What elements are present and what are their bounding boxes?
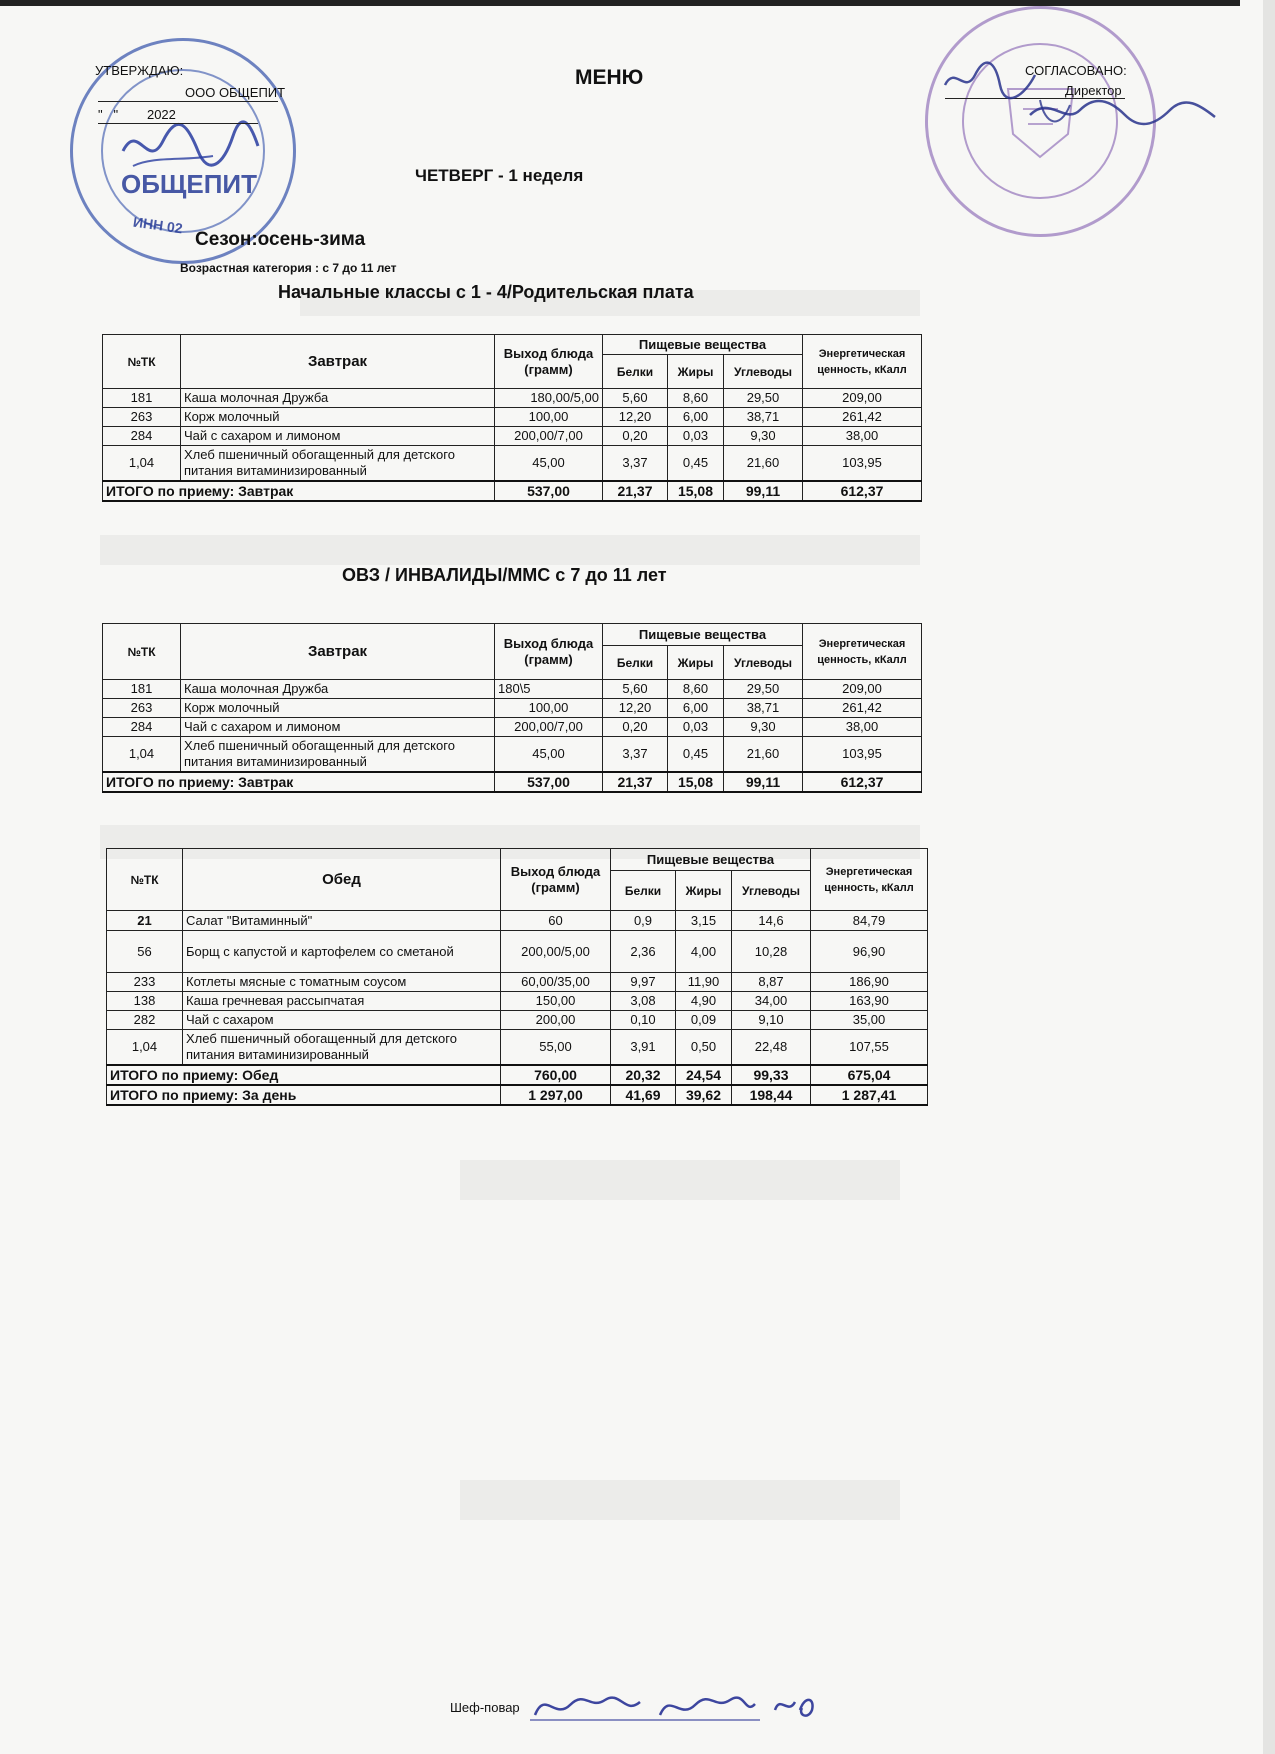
table-row <box>107 911 928 931</box>
table-row <box>107 973 928 992</box>
col-code-header: №ТК <box>107 849 183 911</box>
col-carbs-header: Углеводы <box>724 355 803 389</box>
col-fat-header: Жиры <box>668 646 724 680</box>
cell-dish: Каша молочная Дружба <box>181 389 495 408</box>
page-title: МЕНЮ <box>575 66 644 89</box>
cell-protein: 12,20 <box>603 408 668 427</box>
cell-carbs: 10,28 <box>732 931 811 973</box>
total-fat: 15,08 <box>668 481 724 501</box>
total-label: ИТОГО по приему: Завтрак <box>103 772 495 792</box>
day-total-carbs: 198,44 <box>732 1085 811 1105</box>
cell-yield: 60 <box>501 911 611 931</box>
table-row <box>103 427 922 446</box>
col-protein-header: Белки <box>603 646 668 680</box>
cell-dish: Хлеб пшеничный обогащенный для детского питания витаминизированный <box>181 737 495 773</box>
cell-fat: 0,03 <box>668 718 724 737</box>
cell-carbs: 9,10 <box>732 1011 811 1030</box>
cell-protein: 5,60 <box>603 389 668 408</box>
cell-code: 263 <box>103 699 181 718</box>
day-total-protein: 41,69 <box>611 1085 676 1105</box>
cell-dish: Чай с сахаром и лимоном <box>181 718 495 737</box>
col-yield-header: Выход блюда (грамм) <box>495 624 603 680</box>
meal-header: Завтрак <box>181 335 495 389</box>
cell-fat: 0,50 <box>676 1030 732 1066</box>
cell-yield: 200,00 <box>501 1011 611 1030</box>
cell-code: 181 <box>103 680 181 699</box>
cell-fat: 8,60 <box>668 389 724 408</box>
cell-dish: Хлеб пшеничный обогащенный для детского питания витаминизированный <box>181 446 495 482</box>
cell-energy: 261,42 <box>803 699 922 718</box>
col-fat-header: Жиры <box>668 355 724 389</box>
cell-energy: 107,55 <box>811 1030 928 1066</box>
cell-energy: 209,00 <box>803 389 922 408</box>
cell-yield: 100,00 <box>495 699 603 718</box>
table-row <box>103 680 922 699</box>
breakfast-table-primary <box>102 334 922 502</box>
col-nutrients-header: Пищевые вещества <box>603 335 803 355</box>
total-energy: 612,37 <box>803 481 922 501</box>
lunch-table-ovz <box>106 848 928 1106</box>
breakfast-table-ovz <box>102 623 922 793</box>
cell-dish: Котлеты мясные с томатным соусом <box>183 973 501 992</box>
cell-fat: 4,00 <box>676 931 732 973</box>
cell-dish: Хлеб пшеничный обогащенный для детского питания витаминизированный <box>183 1030 501 1066</box>
cell-code: 1,04 <box>103 446 181 482</box>
col-yield-header: Выход блюда (грамм) <box>495 335 603 389</box>
total-energy: 612,37 <box>803 772 922 792</box>
cell-yield: 60,00/35,00 <box>501 973 611 992</box>
cell-energy: 84,79 <box>811 911 928 931</box>
cell-fat: 8,60 <box>668 680 724 699</box>
cell-dish: Чай с сахаром и лимоном <box>181 427 495 446</box>
cell-fat: 4,90 <box>676 992 732 1011</box>
meal-header: Завтрак <box>181 624 495 680</box>
cell-yield: 55,00 <box>501 1030 611 1066</box>
table-row <box>103 718 922 737</box>
cell-code: 233 <box>107 973 183 992</box>
cell-protein: 3,37 <box>603 737 668 773</box>
col-carbs-header: Углеводы <box>732 871 811 911</box>
cell-protein: 3,91 <box>611 1030 676 1066</box>
cell-dish: Каша молочная Дружба <box>181 680 495 699</box>
total-yield: 537,00 <box>495 772 603 792</box>
approve-date-line <box>98 123 258 124</box>
cell-energy: 163,90 <box>811 992 928 1011</box>
cell-carbs: 34,00 <box>732 992 811 1011</box>
cell-yield: 100,00 <box>495 408 603 427</box>
cell-protein: 0,20 <box>603 427 668 446</box>
day-title: ЧЕТВЕРГ - 1 неделя <box>415 166 584 185</box>
total-energy: 675,04 <box>811 1065 928 1085</box>
cell-dish: Корж молочный <box>181 699 495 718</box>
approve-date: " " 2022 <box>98 107 176 122</box>
total-row <box>107 1065 928 1085</box>
cell-protein: 0,20 <box>603 718 668 737</box>
cell-carbs: 9,30 <box>724 718 803 737</box>
total-label: ИТОГО по приему: Завтрак <box>103 481 495 501</box>
cell-yield: 150,00 <box>501 992 611 1011</box>
cell-yield: 180,00/5,00 <box>495 389 603 408</box>
col-carbs-header: Углеводы <box>724 646 803 680</box>
cell-energy: 38,00 <box>803 718 922 737</box>
cell-fat: 6,00 <box>668 408 724 427</box>
cell-dish: Каша гречневая рассыпчатая <box>183 992 501 1011</box>
bleed-through-band <box>100 535 920 565</box>
col-energy-header: Энергетическая ценность, кКалл <box>803 624 922 680</box>
cell-energy: 35,00 <box>811 1011 928 1030</box>
total-fat: 15,08 <box>668 772 724 792</box>
approve-label: УТВЕРЖДАЮ: <box>95 63 184 78</box>
cell-energy: 103,95 <box>803 446 922 482</box>
cell-yield: 200,00/7,00 <box>495 427 603 446</box>
table-row <box>103 389 922 408</box>
cell-carbs: 9,30 <box>724 427 803 446</box>
col-protein-header: Белки <box>603 355 668 389</box>
table-row <box>107 1030 928 1066</box>
total-yield: 760,00 <box>501 1065 611 1085</box>
total-carbs: 99,11 <box>724 481 803 501</box>
cell-carbs: 21,60 <box>724 446 803 482</box>
cell-energy: 186,90 <box>811 973 928 992</box>
cell-fat: 11,90 <box>676 973 732 992</box>
col-nutrients-header: Пищевые вещества <box>611 849 811 871</box>
total-protein: 21,37 <box>603 481 668 501</box>
total-protein: 21,37 <box>603 772 668 792</box>
cell-energy: 96,90 <box>811 931 928 973</box>
bleed-through-band <box>460 1160 900 1200</box>
cell-carbs: 22,48 <box>732 1030 811 1066</box>
cell-yield: 45,00 <box>495 446 603 482</box>
cell-dish: Борщ с капустой и картофелем со сметаной <box>183 931 501 973</box>
cell-code: 1,04 <box>107 1030 183 1066</box>
cell-code: 284 <box>103 427 181 446</box>
col-code-header: №ТК <box>103 335 181 389</box>
cell-fat: 0,45 <box>668 737 724 773</box>
cell-code: 263 <box>103 408 181 427</box>
meal-header: Обед <box>183 849 501 911</box>
table-row <box>107 1011 928 1030</box>
col-code-header: №ТК <box>103 624 181 680</box>
cell-dish: Чай с сахаром <box>183 1011 501 1030</box>
cell-yield: 200,00/7,00 <box>495 718 603 737</box>
total-row <box>103 772 922 792</box>
chef-label: Шеф-повар <box>450 1700 520 1715</box>
cell-carbs: 8,87 <box>732 973 811 992</box>
table-row <box>103 737 922 773</box>
bleed-through-band <box>460 1480 900 1520</box>
section2-title: ОВЗ / ИНВАЛИДЫ/ММС с 7 до 11 лет <box>342 565 667 585</box>
cell-protein: 9,97 <box>611 973 676 992</box>
cell-code: 284 <box>103 718 181 737</box>
cell-protein: 0,9 <box>611 911 676 931</box>
day-total-row <box>107 1085 928 1105</box>
cell-fat: 6,00 <box>668 699 724 718</box>
table-row <box>107 992 928 1011</box>
cell-code: 1,04 <box>103 737 181 773</box>
col-fat-header: Жиры <box>676 871 732 911</box>
cell-protein: 3,08 <box>611 992 676 1011</box>
day-total-yield: 1 297,00 <box>501 1085 611 1105</box>
section1-title: Начальные классы с 1 - 4/Родительская плата <box>278 282 694 302</box>
cell-carbs: 38,71 <box>724 408 803 427</box>
day-total-label: ИТОГО по приему: За день <box>107 1085 501 1105</box>
table-row <box>103 699 922 718</box>
cell-protein: 12,20 <box>603 699 668 718</box>
cell-protein: 0,10 <box>611 1011 676 1030</box>
col-energy-header: Энергетическая ценность, кКалл <box>811 849 928 911</box>
col-yield-header: Выход блюда (грамм) <box>501 849 611 911</box>
cell-energy: 103,95 <box>803 737 922 773</box>
cell-yield: 45,00 <box>495 737 603 773</box>
table-row <box>103 446 922 482</box>
col-nutrients-header: Пищевые вещества <box>603 624 803 646</box>
stamp-inn: ИНН 02 <box>132 213 184 237</box>
cell-code: 181 <box>103 389 181 408</box>
cell-carbs: 21,60 <box>724 737 803 773</box>
cell-energy: 38,00 <box>803 427 922 446</box>
scan-edge-right <box>1263 0 1275 1754</box>
cell-protein: 5,60 <box>603 680 668 699</box>
chef-signature <box>530 1680 820 1730</box>
table-row <box>103 408 922 427</box>
total-carbs: 99,11 <box>724 772 803 792</box>
cell-energy: 261,42 <box>803 408 922 427</box>
cell-fat: 0,09 <box>676 1011 732 1030</box>
col-protein-header: Белки <box>611 871 676 911</box>
total-label: ИТОГО по приему: Обед <box>107 1065 501 1085</box>
cell-protein: 2,36 <box>611 931 676 973</box>
total-row <box>103 481 922 501</box>
approve-org: ООО ОБЩЕПИТ <box>185 85 286 100</box>
season-title: Сезон:осень-зима <box>195 229 366 250</box>
table-row <box>107 931 928 973</box>
total-fat: 24,54 <box>676 1065 732 1085</box>
cell-carbs: 29,50 <box>724 389 803 408</box>
day-total-energy: 1 287,41 <box>811 1085 928 1105</box>
age-category: Возрастная категория : с 7 до 11 лет <box>180 261 397 275</box>
cell-yield: 180\5 <box>495 680 603 699</box>
cell-carbs: 29,50 <box>724 680 803 699</box>
cell-code: 282 <box>107 1011 183 1030</box>
signature-right <box>940 55 1220 145</box>
total-carbs: 99,33 <box>732 1065 811 1085</box>
col-energy-header: Энергетическая ценность, кКалл <box>803 335 922 389</box>
approve-org-line <box>98 101 278 102</box>
agreed-label: СОГЛАСОВАНО: <box>1025 63 1127 78</box>
cell-fat: 0,03 <box>668 427 724 446</box>
cell-dish: Корж молочный <box>181 408 495 427</box>
cell-code: 56 <box>107 931 183 973</box>
cell-code: 21 <box>107 911 183 931</box>
cell-carbs: 38,71 <box>724 699 803 718</box>
cell-fat: 0,45 <box>668 446 724 482</box>
cell-protein: 3,37 <box>603 446 668 482</box>
total-protein: 20,32 <box>611 1065 676 1085</box>
stamp-word: ОБЩЕПИТ <box>121 169 258 199</box>
cell-code: 138 <box>107 992 183 1011</box>
agreed-role: Директор <box>1065 83 1122 98</box>
cell-dish: Салат "Витаминный" <box>183 911 501 931</box>
total-yield: 537,00 <box>495 481 603 501</box>
cell-energy: 209,00 <box>803 680 922 699</box>
day-total-fat: 39,62 <box>676 1085 732 1105</box>
cell-yield: 200,00/5,00 <box>501 931 611 973</box>
cell-carbs: 14,6 <box>732 911 811 931</box>
scan-edge-top <box>0 0 1240 6</box>
cell-fat: 3,15 <box>676 911 732 931</box>
